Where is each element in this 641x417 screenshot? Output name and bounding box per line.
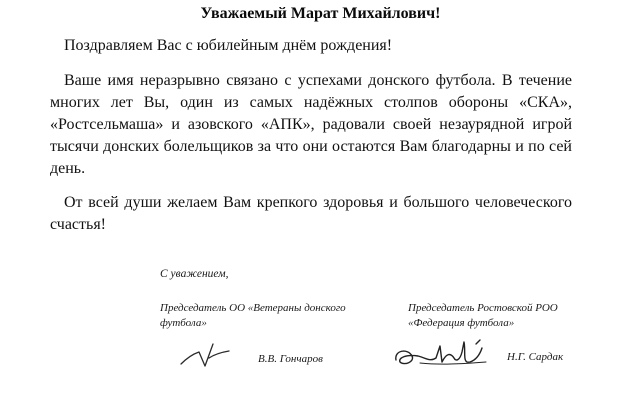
handwritten-signature-goncharov — [175, 336, 235, 374]
closing-regards: С уважением, — [160, 268, 229, 280]
signatory-name-sardak: Н.Г. Сардак — [507, 351, 564, 363]
letter-paragraph-congratulation: Поздравляем Вас с юбилейным днём рождения! — [64, 37, 393, 54]
letter-paragraph-career: Ваше имя неразрывно связано с успехами донского футбола. В течение многих лет Вы, один из самых надёжных столпов обороны «СКА», «Ростсельмаша» и азовского «АПК», радовали своей незаурядной игрой тысячи донских болельщиков за что они остаются Вам благодарны и по сей день. — [50, 72, 572, 177]
handwritten-signature-sardak — [390, 332, 500, 377]
signatory-name-goncharov: В.В. Гончаров — [258, 353, 323, 365]
signatory-title-veterans: Председатель ОО «Ветераны донского футбола» — [160, 302, 346, 329]
letter-paragraph-wishes: От всей души желаем Вам крепкого здоровья и большого человеческого счастья! — [50, 194, 572, 233]
signatory-title-federation: Председатель Ростовской РОО «Федерация футбола» — [408, 302, 558, 329]
letter-greeting: Уважаемый Марат Михайлович! — [200, 5, 441, 22]
